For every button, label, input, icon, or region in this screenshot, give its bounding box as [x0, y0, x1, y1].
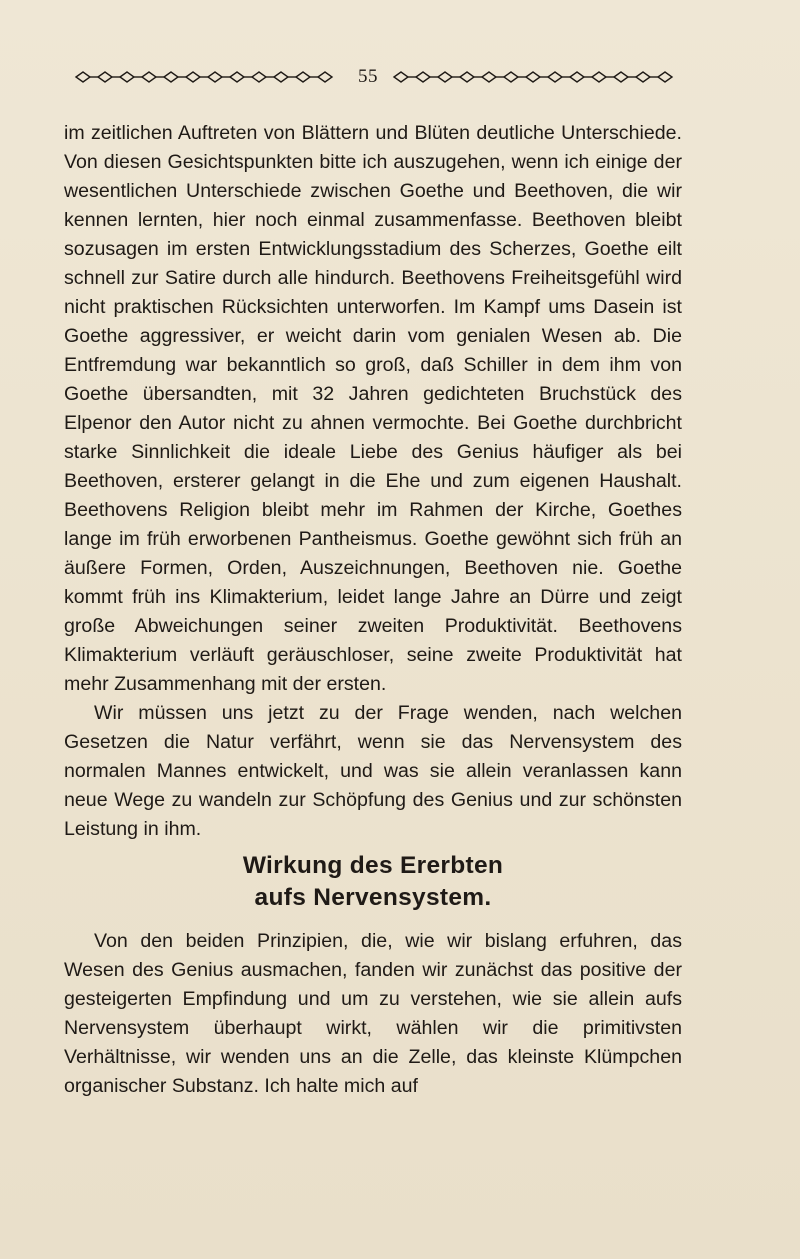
- left-ornament-icon: [74, 69, 344, 85]
- paragraph: Von den beiden Prinzipien, die, wie wir bislang erfuhren, das Wesen des Genius ausmachen, fanden wir zunächst das positive der gesteigerten Empfindung und um zu verstehen, wie sie allein aufs Nervensystem überhaupt wirkt, wählen wir die primitivsten Verhältnisse, wir wenden uns an die Zelle, das kleinste Klümpchen organischer Substanz. Ich halte mich auf: [64, 930, 682, 1097]
- section-heading-line: Wirkung des Ererbten: [242, 852, 504, 879]
- body-text-section-1: [64, 119, 682, 844]
- page-number: 55: [358, 66, 378, 87]
- right-ornament-icon: [392, 69, 682, 85]
- body-text-section-2: [64, 927, 682, 1101]
- section-heading-line: aufs Nervensystem.: [254, 884, 492, 911]
- paragraph: Wir müssen uns jetzt zu der Frage wenden, nach welchen Gesetzen die Natur verfährt, wenn sie das Nervensystem des normalen Mannes entwickelt, und was sie allein veranlassen kann neue Wege zu wandeln zur Schöpfung des Genius und zur schönsten Leistung in ihm.: [64, 702, 682, 840]
- section-heading: [64, 850, 682, 914]
- paragraph: im zeitlichen Auftreten von Blättern und Blüten deutliche Unterschiede. Von diesen Gesichtspunkten bitte ich auszugehen, wenn ich einige der wesentlichen Unterschiede zwischen Goethe und Beethoven, die wir kennen lernten, hier noch einmal zusammenfasse. Beethoven bleibt sozusagen im ersten Entwicklungsstadium des Scherzes, Goethe eilt schnell zur Satire durch alle hindurch. Beethovens Freiheitsgefühl wird nicht praktischen Rücksichten unterworfen. Im Kampf ums Dasein ist Goethe aggressiver, er weicht darin vom genialen Wesen ab. Die Entfremdung war bekanntlich so groß, daß Schiller in dem ihm von Goethe übersandten, mit 32 Jahren gedichteten Bruchstück des Elpenor den Autor nicht zu ahnen vermochte. Bei Goethe durchbricht starke Sinnlichkeit die ideale Liebe des Genius häufiger als bei Beethoven, ersterer gelangt in die Ehe und zum eigenen Haushalt. Beethovens Religion bleibt mehr im Rahmen der Kirche, Goethes lange im früh erworbenen Pantheismus. Goethe gewöhnt sich früh an äußere Formen, Orden, Auszeichnungen, Beethoven nie. Goethe kommt früh ins Klimakterium, leidet lange Jahre an Dürre und zeigt große Abweichungen seiner zweiten Produktivität. Beethovens Klimakterium verläuft geräuschloser, seine zweite Produktivität hat mehr Zusammenhang mit der ersten.: [64, 122, 682, 695]
- page-header: [78, 62, 678, 92]
